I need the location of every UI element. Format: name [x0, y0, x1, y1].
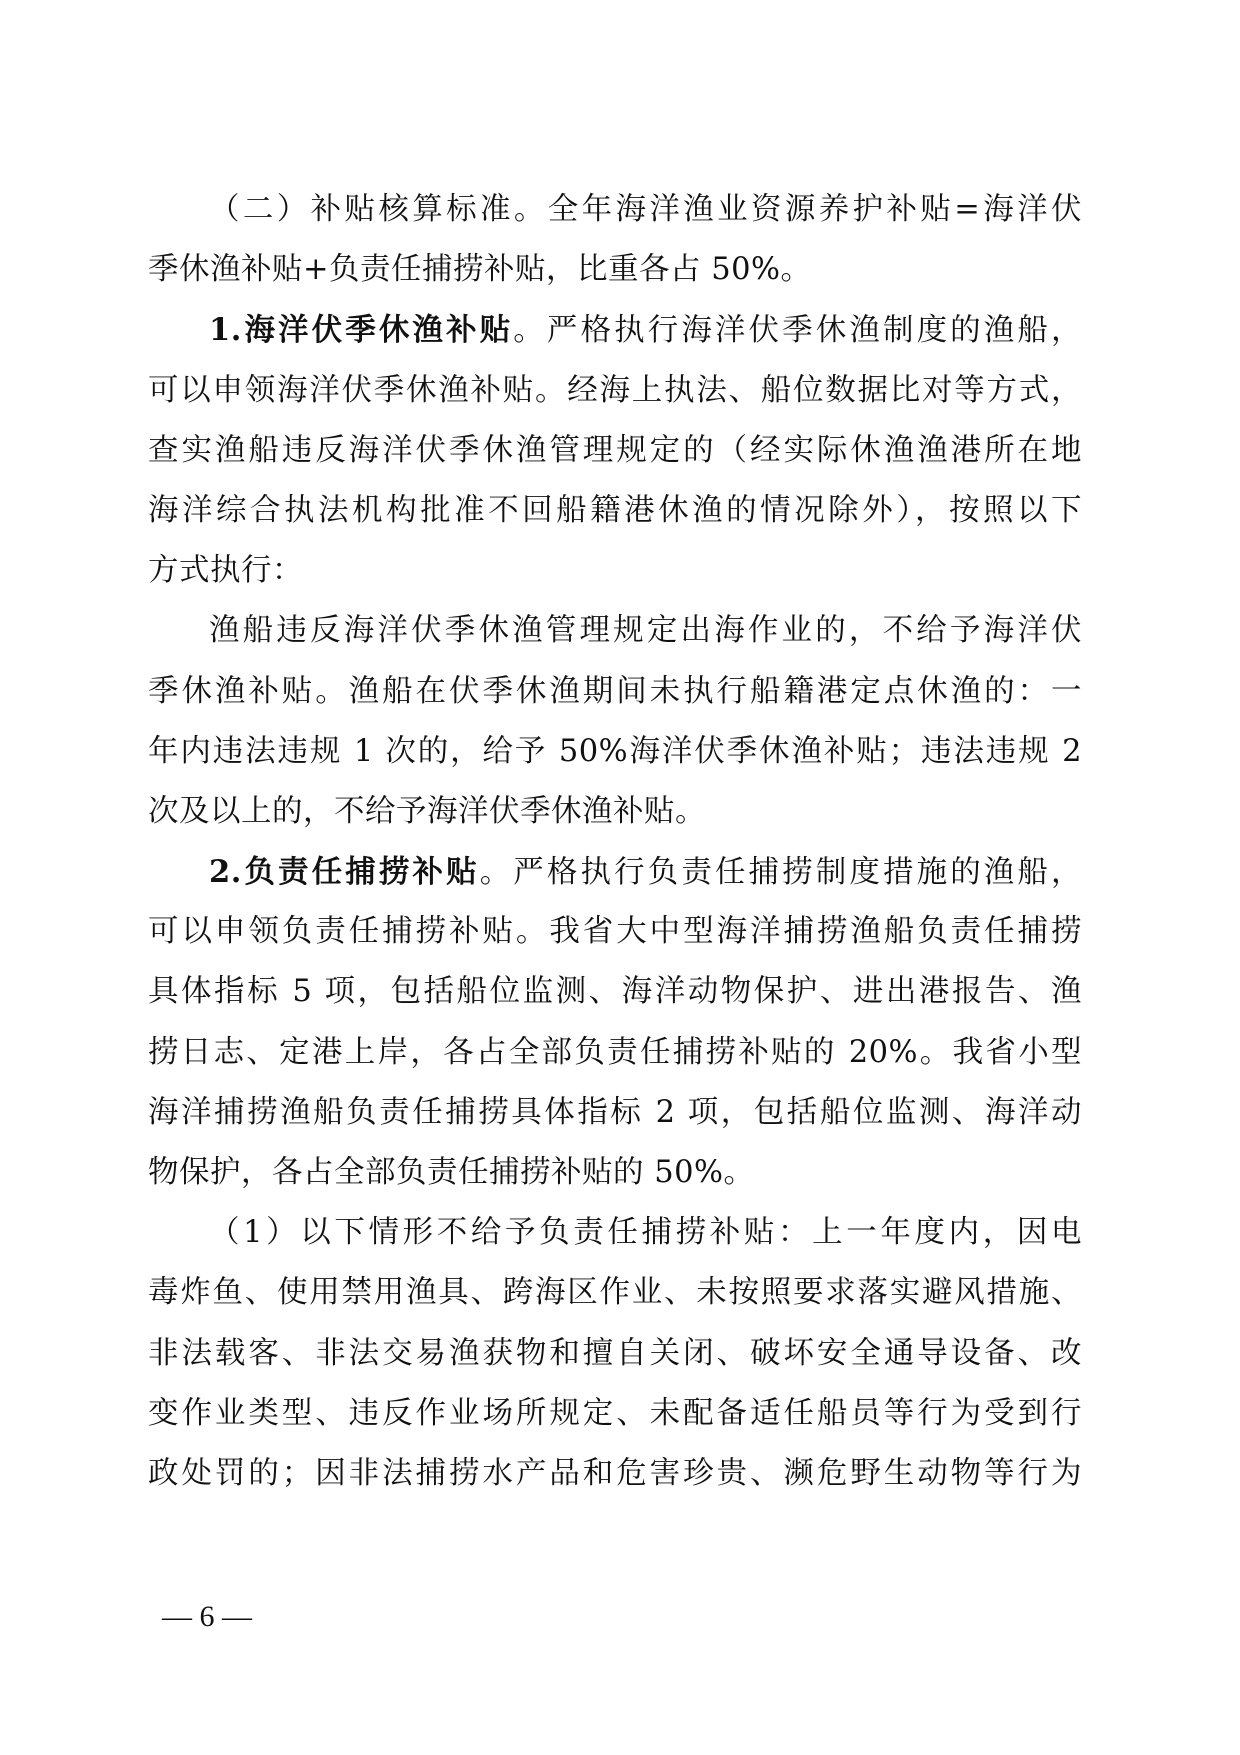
text-line — [148, 300, 1082, 360]
text-span: 。严格执行海洋伏季休渔制度的渔船， — [513, 313, 1082, 349]
text-span: 。严格执行负责任捕捞制度措施的渔船， — [479, 855, 1083, 891]
text-line: 具体指标 5 项，包括船位监测、海洋动物保护、进出港报告、渔 — [148, 974, 1082, 1010]
text-line: 海洋捕捞渔船负责任捕捞具体指标 2 项，包括船位监测、海洋动 — [148, 1094, 1082, 1130]
text-line: （二）补贴核算标准。全年海洋渔业资源养护补贴=海洋伏 — [209, 192, 1082, 227]
text-line: 季休渔补贴+负责任捕捞补贴，比重各占 50%。 — [148, 252, 812, 288]
text-line: 渔船违反海洋伏季休渔管理规定出海作业的，不给予海洋伏 — [209, 613, 1082, 649]
text-line: （1）以下情形不给予负责任捕捞补贴：上一年度内，因电 — [209, 1215, 1082, 1251]
section-heading: 1.海洋伏季休渔补贴 — [209, 312, 514, 349]
text-line: 政处罚的；因非法捕捞水产品和危害珍贵、濒危野生动物等行为 — [148, 1455, 1082, 1491]
text-line — [148, 842, 1082, 902]
text-line: 年内违法违规 1 次的，给予 50%海洋伏季休渔补贴；违法违规 2 — [148, 733, 1082, 769]
section-heading: 2.负责任捕捞补贴 — [209, 854, 480, 891]
text-line: 季休渔补贴。渔船在伏季休渔期间未执行船籍港定点休渔的：一 — [148, 673, 1082, 709]
text-line: 方式执行： — [148, 553, 303, 589]
text-line: 次及以上的，不给予海洋伏季休渔补贴。 — [148, 793, 706, 829]
text-line: 物保护，各占全部负责任捕捞补贴的 50%。 — [148, 1155, 755, 1190]
page-number: — 6 — — [162, 1600, 252, 1633]
text-line: 可以申领海洋伏季休渔补贴。经海上执法、船位数据比对等方式， — [148, 372, 1082, 408]
text-line: 捞日志、定港上岸，各占全部负责任捕捞补贴的 20%。我省小型 — [148, 1034, 1082, 1070]
text-line: 海洋综合执法机构批准不回船籍港休渔的情况除外），按照以下 — [148, 492, 1082, 528]
text-line: 非法载客、非法交易渔获物和擅自关闭、破坏安全通导设备、改 — [148, 1335, 1082, 1371]
text-line: 可以申领负责任捕捞补贴。我省大中型海洋捕捞渔船负责任捕捞 — [148, 914, 1082, 950]
text-line: 毒炸鱼、使用禁用渔具、跨海区作业、未按照要求落实避风措施、 — [148, 1275, 1082, 1311]
text-line: 变作业类型、违反作业场所规定、未配备适任船员等行为受到行 — [148, 1395, 1082, 1431]
document-body — [148, 180, 1082, 1504]
text-line: 查实渔船违反海洋伏季休渔管理规定的（经实际休渔渔港所在地 — [148, 432, 1082, 468]
